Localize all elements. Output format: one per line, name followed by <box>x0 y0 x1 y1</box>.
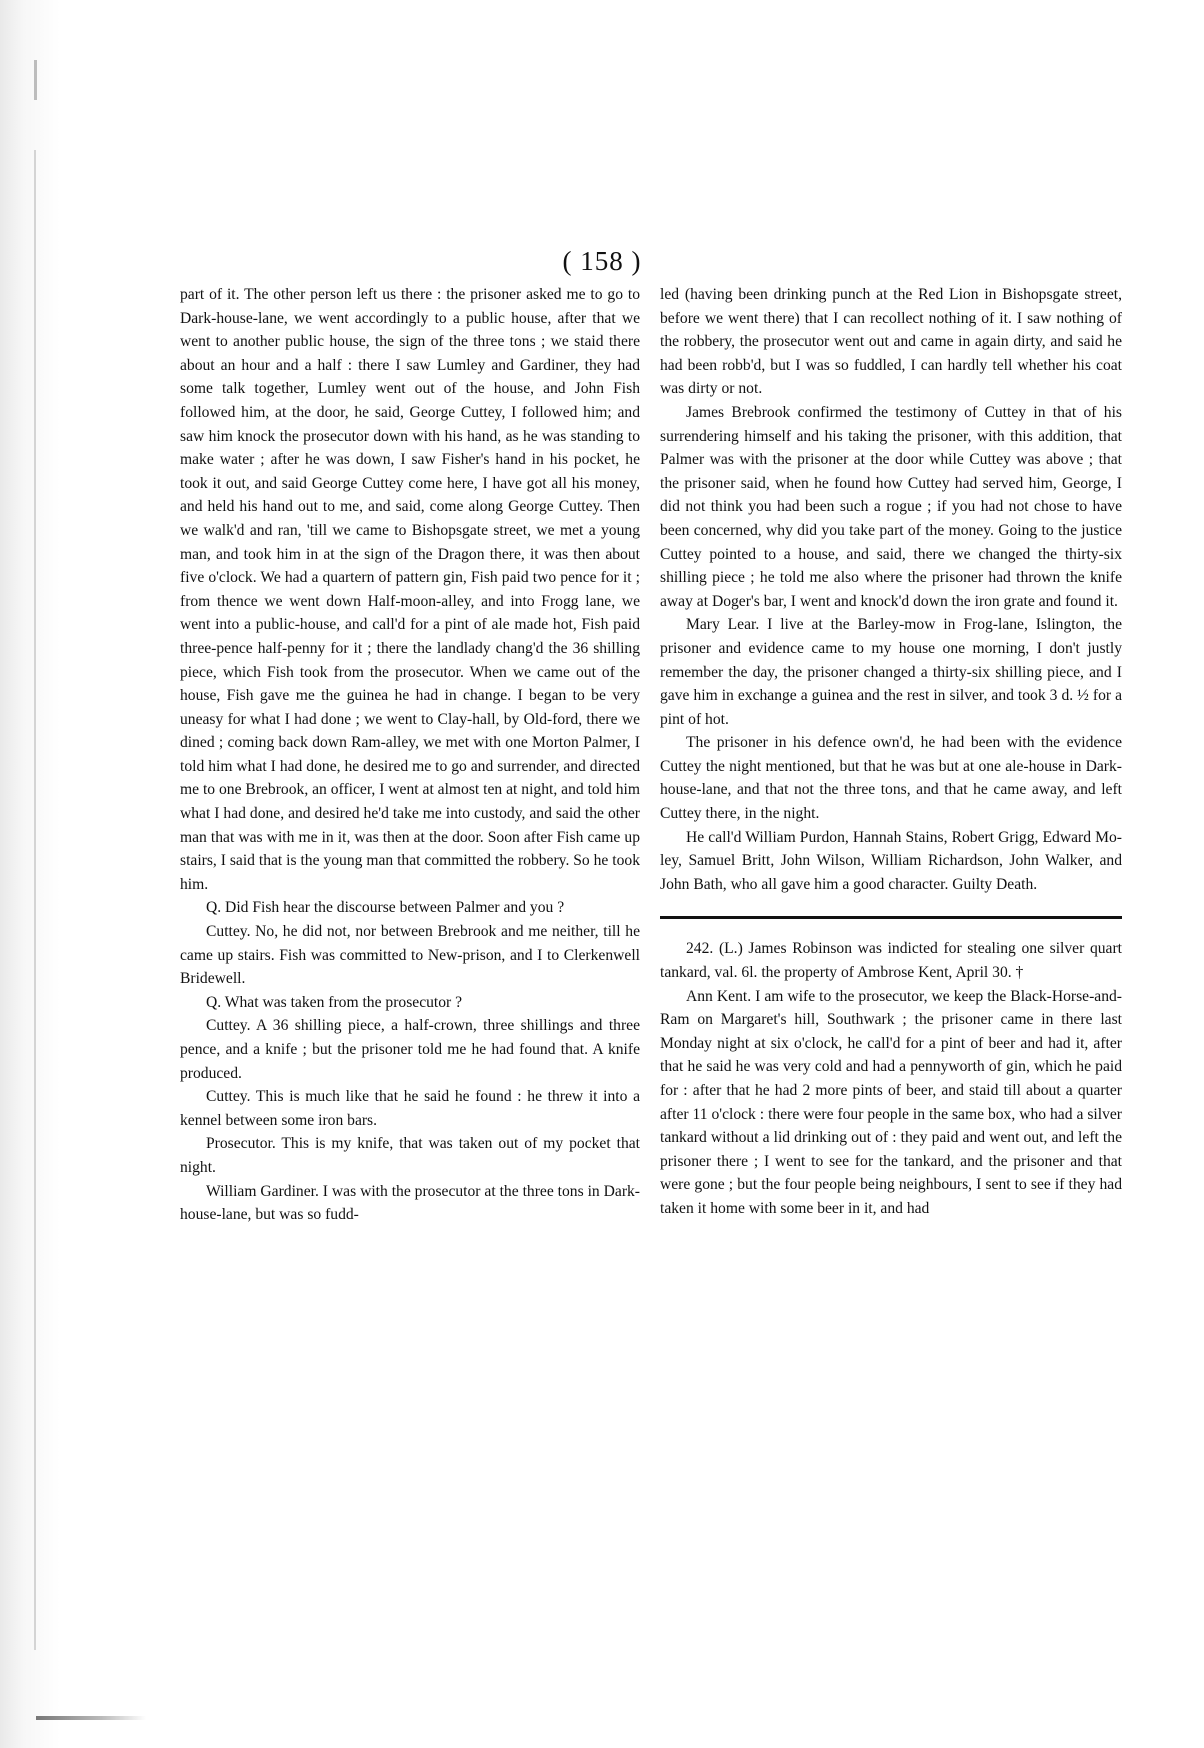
paragraph: William Gardiner. I was with the prosecutor at the three tons in Dark-house-lane, but was so fudd- <box>180 1182 640 1224</box>
paragraph: Prosecutor. This is my knife, that was taken out of my pocket that night. <box>180 1135 640 1176</box>
paragraph: Q. Did Fish hear the discourse between Palmer and you ? <box>206 899 565 917</box>
left-column <box>180 283 640 1723</box>
paragraph: The prisoner in his defence own'd, he had been with the evidence Cuttey the night mentioned, but that he was but at one ale-house in Dark-house-lane, and that not the three tons, and that he came away, and left Cuttey there, in the night. <box>660 734 1122 823</box>
scan-speck <box>34 60 37 100</box>
paragraph: part of it. The other person left us there : the prisoner asked me to go to Dark-house-lane, we went accordingly to a public house, after that we went to another public house, the sign of the three tons ; we staid there about an hour and a half : there I saw Lumley and Gardiner, they had some talk together, Lumley went out of the house, and John Fish followed him, at the door, he said, George Cuttey, I followed him; and saw him knock the prosecutor down with his hand, as he was standing to make water ; after he was down, I saw Fisher's hand in his pocket, he took it out, and said George Cuttey come here, I have got all his money, and held his hand out to me, and said, come along George Cuttey. Then we walk'd and ran, 'till we came to Bishopsgate street, we met a young man, and took him in at the sign of the Dragon there, it was then about five o'clock. We had a quartern of pattern gin, Fish paid two pence for it ; from thence we went down Half-moon-alley, and into Frogg lane, we went into a public-house, and call'd for a pint of ale made hot, Fish paid three-pence half-penny for it ; there the landlady chang'd the 36 shilling piece, which Fish took from the prosecutor. When we came out of the house, Fish gave me the guinea he had in change. I began to be very uneasy for what I had done ; we went to Clay-hall, by Old-ford, there we dined ; coming back down Ram-alley, we met with one Morton Palmer, I told him what I had done, he desired me to go and surrender, and directed me to one Brebrook, an officer, I went at almost ten at night, and told him what I had done, and desired he'd take me into custody, and said the other man that was with me in it, was then at the door. Soon after Fish came up stairs, I said that is the young man that committed the robbery. So he took him. <box>180 286 640 893</box>
scan-smudge <box>36 1716 146 1720</box>
case-separator-rule <box>660 916 1122 919</box>
paragraph: Q. What was taken from the prosecutor ? <box>206 993 463 1011</box>
page-number: ( 158 ) <box>562 246 642 276</box>
paragraph: Mary Lear. I live at the Barley-mow in Frog-lane, Islington, the prisoner and evidence came to my house one morning, I don't justly remember the day, the prisoner changed a thirty-six shilling piece, and I gave him in exchange a guinea and the rest in silver, and took 3 d. ½ for a pint of hot. <box>660 616 1122 728</box>
paragraph: Ann Kent. I am wife to the prosecutor, we keep the Black-Horse-and-Ram on Margaret's hill, Southwark ; the prisoner came in there last Monday night at six o'clock, he call'd for a pint of beer and had it, after that he said he was very cold and had a pennyworth of gin, which he paid for : after that he had 2 more pints of beer, and staid till about a quarter after 11 o'clock : there were four people in the same box, who had a silver tankard without a lid drinking out of : they paid and went out, and left the prisoner there ; I went to see for the tankard, and the prisoner and that were gone ; but the four people being neighbours, I sent to see if they had taken it home with some beer in it, and had <box>660 987 1122 1217</box>
case-heading-paragraph: 242. (L.) James Robinson was indicted for stealing one silver quart tankard, val. 6l. the property of Ambrose Kent, April 30. † <box>660 940 1122 982</box>
paragraph: Cuttey. A 36 shilling piece, a half-crown, three shillings and three pence, and a knife ; but the prisoner told me he had found that. A knife produced. <box>180 1017 640 1082</box>
paragraph: James Brebrook confirmed the testimony of Cuttey in that of his surrendering himself and his taking the prisoner, with this addition, that Palmer was with the prisoner at the door while Cuttey was above ; that the prisoner said, when he found how Cuttey had served him, George, I did not think you had been such a rogue ; if you had not chose to have been concerned, why did you take part of the money. Going to the justice Cuttey pointed to a house, and said, there we changed the thirty-six shilling piece ; he told me also where the prisoner had thrown the knife away at Doger's bar, I went and knock'd down the iron grate and found it. <box>660 403 1122 610</box>
scan-speck <box>34 150 36 1650</box>
paragraph: He call'd William Purdon, Hannah Stains, Robert Grigg, Edward Mo-ley, Samuel Britt, John Wilson, William Richardson, John Walker, and John Bath, who all gave him a good character. Guilty Death. <box>660 828 1122 893</box>
right-column <box>660 283 1122 1723</box>
paragraph: Cuttey. This is much like that he said he found : he threw it into a kennel between some iron bars. <box>180 1088 640 1129</box>
paragraph: led (having been drinking punch at the Red Lion in Bishopsgate street, before we went there) that I can recollect nothing of it. I saw nothing of the robbery, the prosecutor went out and came in again dirty, and said he had been robb'd, but I was so fuddled, I can hardly tell whether his coat was dirty or not. <box>660 286 1122 398</box>
paragraph: Cuttey. No, he did not, nor between Brebrook and me neither, till he came up stairs. Fish was committed to New-prison, and I to Clerkenwell Bridewell. <box>180 923 640 988</box>
